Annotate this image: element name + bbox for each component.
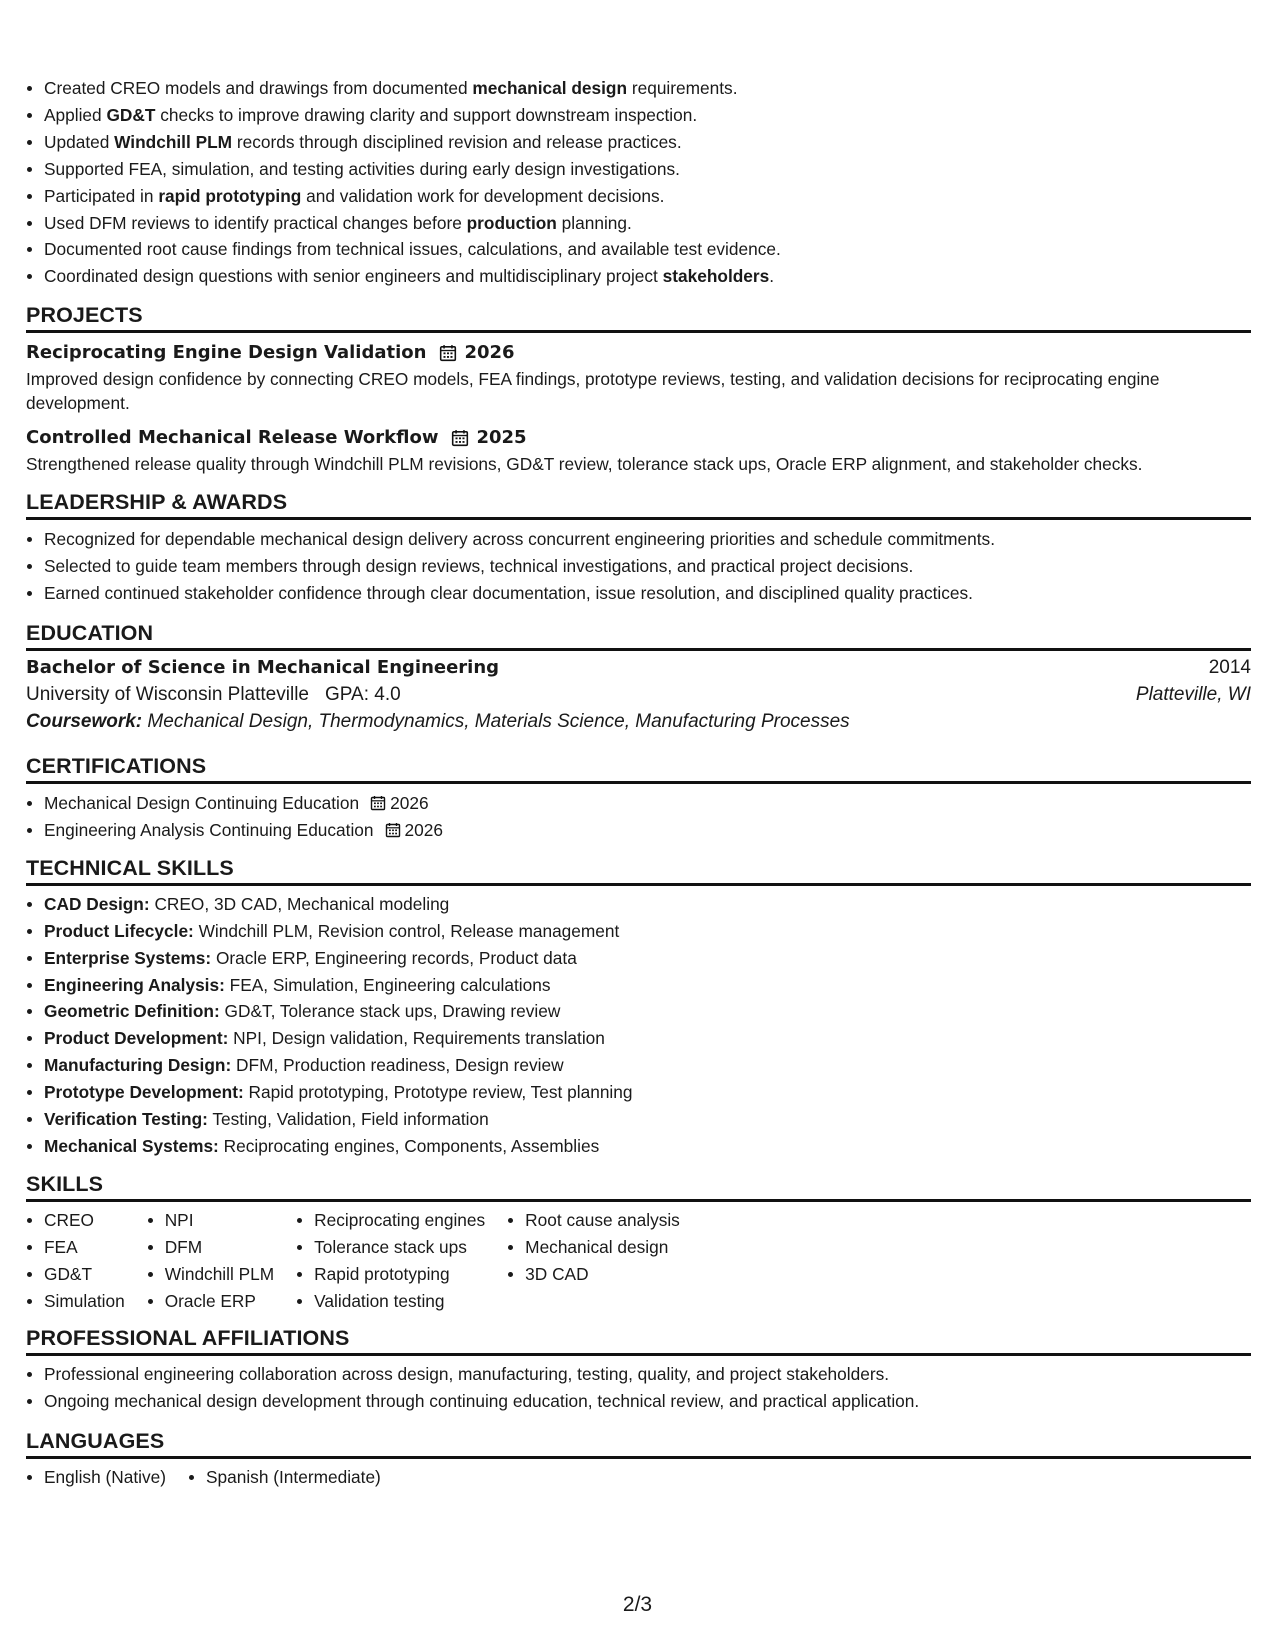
list-item: CREO <box>26 1207 125 1234</box>
list-item: Professional engineering collaboration across design, manufacturing, testing, quality, and project stakeholders. <box>26 1361 1251 1388</box>
list-item: Ongoing mechanical design development through continuing education, technical review, and practical application. <box>26 1388 1251 1415</box>
skill-category: Verification Testing: <box>44 1109 208 1130</box>
skill-values: Rapid prototyping, Prototype review, Test planning <box>248 1082 633 1103</box>
section-heading-education: EDUCATION <box>26 621 1251 651</box>
experience-bullets <box>26 75 1251 290</box>
education-location: Platteville, WI <box>1135 683 1251 705</box>
project-title: Reciprocating Engine Design Validation <box>26 342 427 364</box>
list-item: Used DFM reviews to identify practical changes before production planning. <box>26 210 1251 237</box>
skill-category: Product Development: <box>44 1028 229 1049</box>
section-heading-skills: SKILLS <box>26 1172 1251 1202</box>
list-item: Root cause analysis <box>507 1207 680 1234</box>
list-item <box>26 1106 1251 1133</box>
section-heading-certifications: CERTIFICATIONS <box>26 754 1251 784</box>
list-item: 3D CAD <box>507 1261 680 1288</box>
education-coursework <box>26 711 1251 733</box>
section-heading-affiliations: PROFESSIONAL AFFILIATIONS <box>26 1326 1251 1356</box>
technical-skills-list <box>26 891 1251 1160</box>
list-item: NPI <box>147 1207 274 1234</box>
list-item: Oracle ERP <box>147 1288 274 1315</box>
skills-column <box>26 1207 125 1315</box>
skill-values: NPI, Design validation, Requirements translation <box>233 1028 605 1049</box>
list-item <box>26 918 1251 945</box>
list-item: Windchill PLM <box>147 1261 274 1288</box>
education-year: 2014 <box>1208 656 1251 678</box>
list-item <box>26 1133 1251 1160</box>
calendar-icon <box>439 344 457 362</box>
calendar-icon <box>385 822 401 838</box>
list-item: Mechanical design <box>507 1234 680 1261</box>
list-item <box>26 790 1251 817</box>
skill-category: Prototype Development: <box>44 1082 244 1103</box>
list-item <box>26 1052 1251 1079</box>
list-item <box>26 972 1251 999</box>
skill-values: Oracle ERP, Engineering records, Product data <box>215 947 577 968</box>
list-item: DFM <box>147 1234 274 1261</box>
list-item: Participated in rapid prototyping and validation work for development decisions. <box>26 183 1251 210</box>
list-item: Spanish (Intermediate) <box>188 1464 381 1491</box>
list-item <box>26 998 1251 1025</box>
list-item: Documented root cause findings from technical issues, calculations, and available test evidence. <box>26 236 1251 263</box>
certifications-list <box>26 790 1251 844</box>
list-item <box>26 891 1251 918</box>
skill-category: Engineering Analysis: <box>44 974 225 995</box>
list-item: Recognized for dependable mechanical design delivery across concurrent engineering priorities and schedule commitments. <box>26 526 1251 553</box>
section-heading-projects: PROJECTS <box>26 303 1251 333</box>
skill-values: GD&T, Tolerance stack ups, Drawing review <box>224 1001 561 1022</box>
list-item: Earned continued stakeholder confidence through clear documentation, issue resolution, and disciplined quality practices. <box>26 580 1251 607</box>
certification-name: Engineering Analysis Continuing Education <box>44 819 374 840</box>
list-item <box>26 945 1251 972</box>
list-item: Reciprocating engines <box>296 1207 485 1234</box>
skill-values: CREO, 3D CAD, Mechanical modeling <box>154 893 450 914</box>
resume-page <box>26 72 1251 1491</box>
section-heading-languages: LANGUAGES <box>26 1429 1251 1459</box>
skills-column <box>296 1207 485 1315</box>
list-item: Created CREO models and drawings from documented mechanical design requirements. <box>26 75 1251 102</box>
skills-column <box>507 1207 680 1315</box>
certification-name: Mechanical Design Continuing Education <box>44 792 360 813</box>
project-title-row <box>26 427 1251 448</box>
list-item: Validation testing <box>296 1288 485 1315</box>
coursework-label: Coursework: <box>26 710 143 732</box>
skill-category: Product Lifecycle: <box>44 920 194 941</box>
affiliations-list <box>26 1361 1251 1415</box>
skills-columns <box>26 1207 1251 1315</box>
leadership-list <box>26 526 1251 607</box>
project-year: 2026 <box>464 342 515 364</box>
project-entry <box>26 342 1251 415</box>
list-item: Supported FEA, simulation, and testing activities during early design investigations. <box>26 156 1251 183</box>
skill-values: Windchill PLM, Revision control, Release management <box>198 920 620 941</box>
education-degree: Bachelor of Science in Mechanical Engineering <box>26 656 500 678</box>
calendar-icon <box>451 429 469 447</box>
page-number: 2/3 <box>622 1593 653 1616</box>
project-title-row <box>26 342 1251 363</box>
languages-list <box>26 1464 1251 1491</box>
education-gpa: GPA: 4.0 <box>324 683 401 705</box>
education-school-row <box>26 684 1251 706</box>
skill-category: Enterprise Systems: <box>44 947 212 968</box>
list-item: Selected to guide team members through design reviews, technical investigations, and practical project decisions. <box>26 553 1251 580</box>
skill-category: Mechanical Systems: <box>44 1135 219 1156</box>
project-year: 2025 <box>476 427 527 449</box>
list-item: FEA <box>26 1234 125 1261</box>
skill-category: Manufacturing Design: <box>44 1055 232 1076</box>
project-title: Controlled Mechanical Release Workflow <box>26 427 439 449</box>
section-heading-leadership: LEADERSHIP & AWARDS <box>26 490 1251 520</box>
list-item <box>26 1079 1251 1106</box>
list-item: Tolerance stack ups <box>296 1234 485 1261</box>
education-entry <box>26 657 1251 733</box>
education-degree-row <box>26 657 1251 679</box>
project-description: Strengthened release quality through Windchill PLM revisions, GD&T review, tolerance stack ups, Oracle ERP alignment, and stakeholder checks. <box>26 454 1143 475</box>
skill-values: Reciprocating engines, Components, Assemblies <box>223 1135 600 1156</box>
section-heading-technical-skills: TECHNICAL SKILLS <box>26 856 1251 886</box>
list-item: Rapid prototyping <box>296 1261 485 1288</box>
list-item: GD&T <box>26 1261 125 1288</box>
project-description: Improved design confidence by connecting CREO models, FEA findings, prototype reviews, testing, and validation decisions for reciprocating engine development. <box>26 369 1160 414</box>
skill-category: Geometric Definition: <box>44 1001 220 1022</box>
coursework-value: Mechanical Design, Thermodynamics, Materials Science, Manufacturing Processes <box>147 710 850 732</box>
skills-column <box>147 1207 274 1315</box>
list-item: English (Native) <box>26 1464 166 1491</box>
education-school: University of Wisconsin Platteville <box>26 683 309 705</box>
list-item: Applied GD&T checks to improve drawing clarity and support downstream inspection. <box>26 102 1251 129</box>
skill-values: FEA, Simulation, Engineering calculations <box>229 974 551 995</box>
list-item <box>26 1025 1251 1052</box>
list-item: Simulation <box>26 1288 125 1315</box>
list-item <box>26 817 1251 844</box>
skill-category: CAD Design: <box>44 893 150 914</box>
skill-values: Testing, Validation, Field information <box>212 1109 489 1130</box>
certification-year: 2026 <box>404 819 443 840</box>
skill-values: DFM, Production readiness, Design review <box>236 1055 564 1076</box>
project-entry <box>26 427 1251 476</box>
certification-year: 2026 <box>390 792 429 813</box>
list-item: Updated Windchill PLM records through disciplined revision and release practices. <box>26 129 1251 156</box>
calendar-icon <box>370 795 386 811</box>
list-item: Coordinated design questions with senior engineers and multidisciplinary project stakeholders. <box>26 263 1251 290</box>
